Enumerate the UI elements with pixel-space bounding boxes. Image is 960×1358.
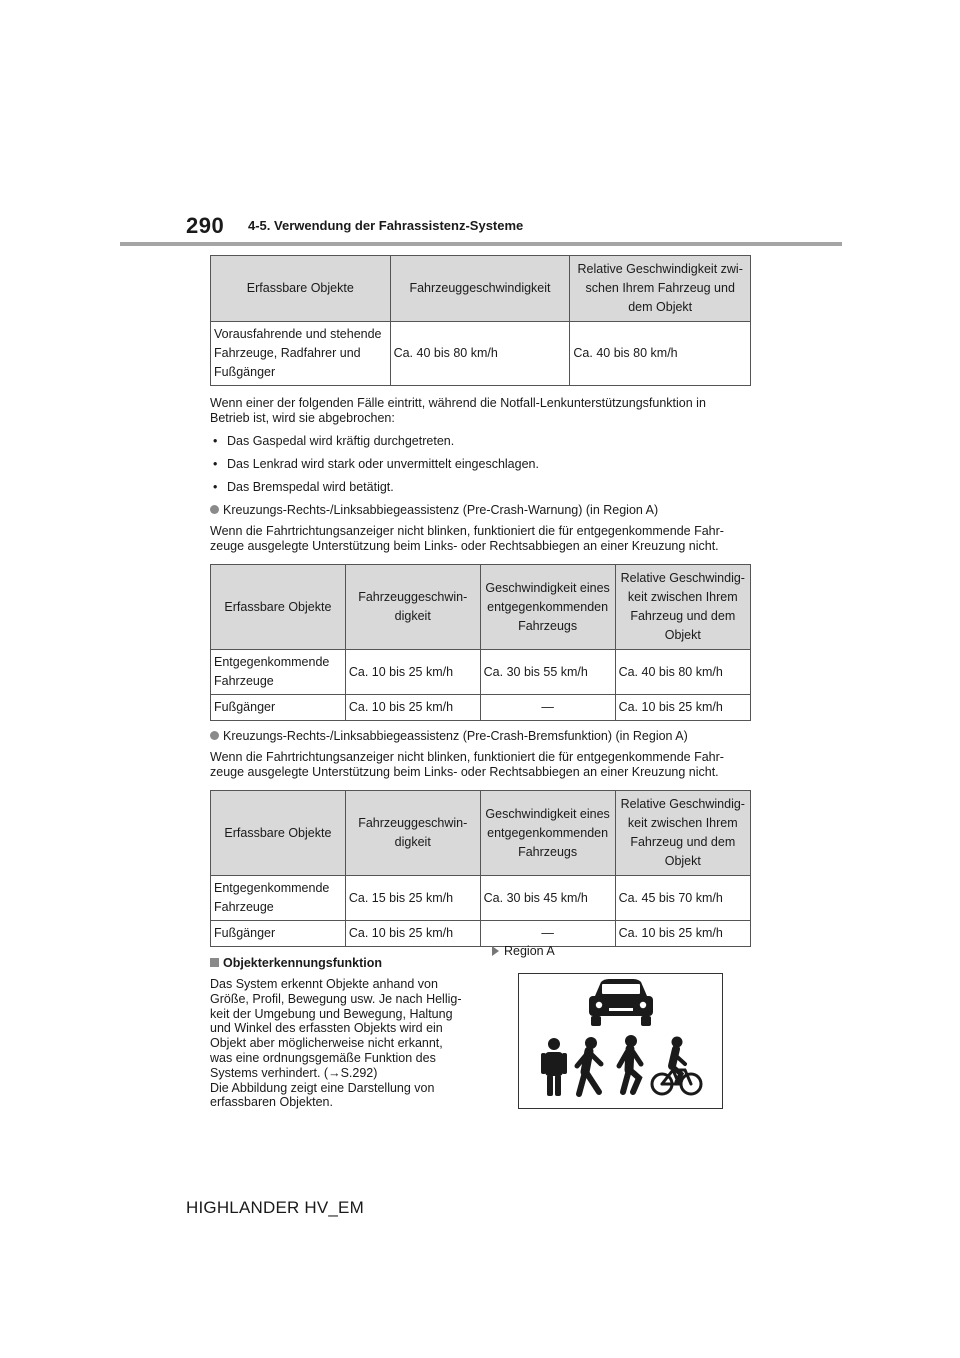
column-header: Erfassbare Objekte: [211, 565, 346, 650]
section-heading-text: Kreuzungs-Rechts-/Linksabbiegeassistenz (Pre-Crash-Bremsfunktion) (in Region A): [223, 729, 688, 743]
table-row: [211, 322, 751, 386]
table-row: [211, 876, 751, 921]
table-row: [211, 921, 751, 947]
car-icon: [589, 979, 653, 1026]
square-bullet-icon: [210, 958, 219, 967]
list-item-text: Das Lenkrad wird stark oder unvermittelt eingeschlagen.: [227, 457, 539, 471]
standing-pedestrian-icon: [541, 1038, 567, 1096]
triangle-bullet-icon: [492, 946, 499, 956]
list-item: [210, 480, 752, 495]
section-heading-brake: [210, 729, 752, 744]
column-header: [211, 256, 391, 322]
column-header: Geschwindigkeit eines entgegenkommenden Fahrzeugs: [480, 565, 615, 650]
region-label-text: Region A: [504, 944, 555, 958]
table-cell: Ca. 40 bis 80 km/h: [390, 322, 570, 386]
section-heading-text: Kreuzungs-Rechts-/Linksabbiegeassistenz (Pre-Crash-Warnung) (in Region A): [223, 503, 659, 517]
table-header-row: [211, 565, 751, 650]
list-item: [210, 457, 752, 472]
table-cell: Ca. 45 bis 70 km/h: [615, 876, 750, 921]
table-cell: Ca. 10 bis 25 km/h: [345, 695, 480, 721]
table-cell: Vorausfahrende und stehende Fahrzeuge, Radfahrer und Fußgänger: [211, 322, 391, 386]
header-rule: [120, 242, 842, 246]
object-recognition-text: [210, 977, 480, 1110]
text-line: Größe, Profil, Bewegung usw. Je nach Hellig-: [210, 991, 462, 1006]
list-item-text: Das Gaspedal wird kräftig durchgetreten.: [227, 434, 455, 448]
table-cell: Ca. 10 bis 25 km/h: [345, 921, 480, 947]
text-line: Objekt aber möglicherweise nicht erkannt,: [210, 1036, 443, 1051]
column-header: Relative Geschwindig- keit zwischen Ihrem Fahrzeug und dem Objekt: [615, 791, 750, 876]
table-cell: Ca. 30 bis 45 km/h: [480, 876, 615, 921]
column-header-text: Erfassbare Objekte: [246, 281, 354, 295]
table-cell: Ca. 10 bis 25 km/h: [615, 695, 750, 721]
cyclist-icon: [652, 1037, 701, 1095]
text-line: erfassbaren Objekten.: [210, 1095, 333, 1110]
table-warning: [210, 564, 751, 721]
object-recognition-block: [210, 956, 480, 1110]
bullet-mark: •: [213, 434, 218, 448]
column-header-text: Relative Geschwindigkeit zwi- schen Ihrem Fahrzeug und dem Objekt: [577, 262, 743, 314]
table-cell: Ca. 10 bis 25 km/h: [615, 921, 750, 947]
table-cell: Entgegenkommende Fahrzeuge: [211, 876, 346, 921]
region-label: [492, 944, 555, 958]
text-line: Die Abbildung zeigt eine Darstellung von: [210, 1080, 435, 1095]
column-header: Relative Geschwindig- keit zwischen Ihrem Fahrzeug und dem Objekt: [615, 565, 750, 650]
text-line: was eine ordnungsgemäße Funktion des: [210, 1050, 436, 1065]
footer-model: HIGHLANDER HV_EM: [186, 1198, 364, 1217]
text-line: keit der Umgebung und Bewegung, Haltung: [210, 1006, 453, 1021]
table-cell: Ca. 40 bis 80 km/h: [615, 650, 750, 695]
section-heading-warning: [210, 503, 752, 518]
table-cell: Ca. 30 bis 55 km/h: [480, 650, 615, 695]
column-header-text: Fahrzeuggeschwindigkeit: [409, 281, 551, 295]
walking-pedestrian-icon: [577, 1037, 601, 1094]
bullet-mark: •: [213, 480, 218, 494]
column-header: Fahrzeuggeschwin- digkeit: [345, 565, 480, 650]
cancel-intro: Wenn einer der folgenden Fälle eintritt, während die Notfall-Lenkunterstützungsfunktion in Betrieb ist, wird sie abgebrochen:: [210, 396, 706, 425]
object-recognition-heading: [210, 956, 480, 971]
table-cell: —: [480, 695, 615, 721]
list-item-text: Das Bremspedal wird betätigt.: [227, 480, 394, 494]
table-steering-objects: [210, 255, 751, 386]
table-cell: Ca. 40 bis 80 km/h: [570, 322, 751, 386]
table-header-row: [211, 256, 751, 322]
circle-bullet-icon: [210, 731, 219, 740]
list-item: [210, 434, 752, 449]
text-line: Systems verhindert. (→S.292): [210, 1065, 378, 1080]
table-cell: Fußgänger: [211, 695, 346, 721]
section-text: Wenn die Fahrtrichtungsanzeiger nicht blinken, funktioniert die für entgegenkommende Fahr- zeuge ausgelegte Unterstützung beim Links- oder Rechtsabbiegen an einer Kreuzung nicht.: [210, 524, 724, 553]
table-row: [211, 650, 751, 695]
table-cell: Ca. 10 bis 25 km/h: [345, 650, 480, 695]
column-header: Geschwindigkeit eines entgegenkommenden Fahrzeugs: [480, 791, 615, 876]
table-cell: Entgegenkommende Fahrzeuge: [211, 650, 346, 695]
section-title: 4-5. Verwendung der Fahrassistenz-Systeme: [248, 218, 524, 233]
text-line: Das System erkennt Objekte anhand von: [210, 977, 438, 991]
detectable-objects-illustration: [518, 973, 723, 1109]
bullet-mark: •: [213, 457, 218, 471]
table-cell: —: [480, 921, 615, 947]
running-pedestrian-icon: [619, 1035, 641, 1092]
column-header: Erfassbare Objekte: [211, 791, 346, 876]
table-header-row: [211, 791, 751, 876]
column-header: [570, 256, 751, 322]
section-text: Wenn die Fahrtrichtungsanzeiger nicht blinken, funktioniert die für entgegenkommende Fahr- zeuge ausgelegte Unterstützung beim Links- oder Rechtsabbiegen an einer Kreuzung nicht.: [210, 750, 724, 779]
page-number: 290: [186, 213, 225, 238]
detectable-objects-figure: [519, 974, 722, 1108]
table-cell: Fußgänger: [211, 921, 346, 947]
table-brake: [210, 790, 751, 947]
column-header: [390, 256, 570, 322]
table-cell: Ca. 15 bis 25 km/h: [345, 876, 480, 921]
heading-text: Objekterkennungsfunktion: [223, 956, 383, 970]
text-line: und Winkel des erfassten Objekts wird ein: [210, 1021, 443, 1036]
table-row: [211, 695, 751, 721]
circle-bullet-icon: [210, 505, 219, 514]
column-header: Fahrzeuggeschwin- digkeit: [345, 791, 480, 876]
